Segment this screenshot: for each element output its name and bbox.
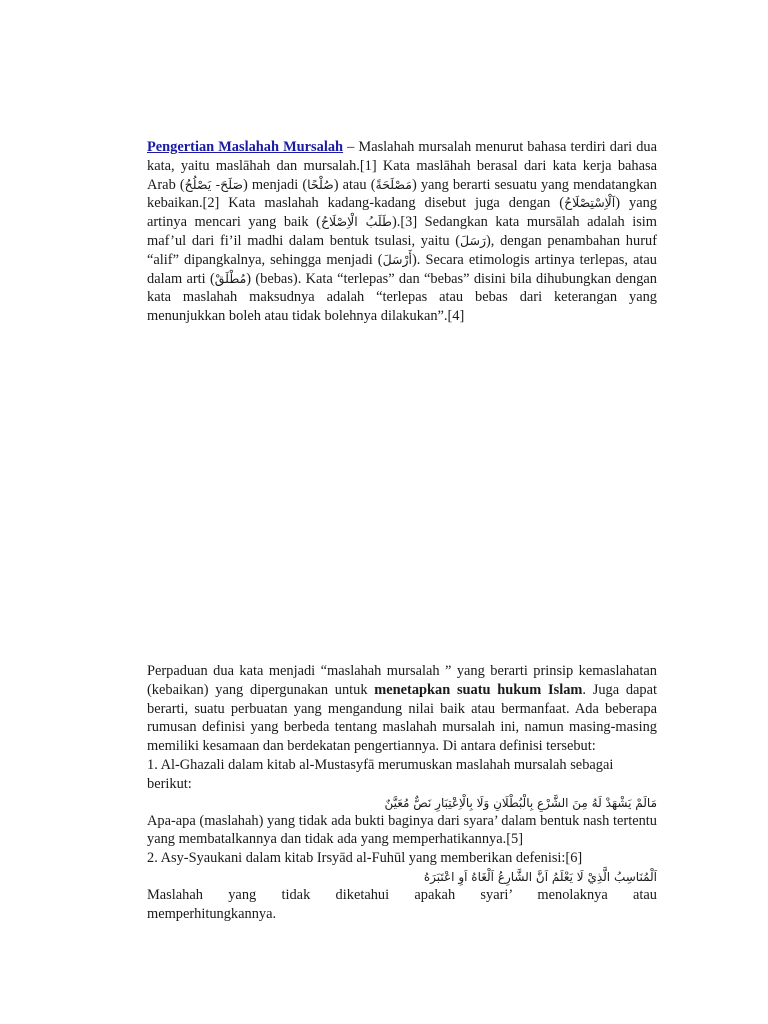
list-item-2: 2. Asy-Syaukani dalam kitab Irsyād al-Fuhūl yang memberikan defenisi:[6] (147, 850, 583, 867)
arabic-word: أَرْسَلَ (382, 251, 413, 267)
text-run: ) yang artinya mencari yang baik ( (147, 195, 657, 231)
text-run: ) yang berarti sesuatu yang mendatangkan kebaikan.[2] Kata maslahah kadang-kadang disebut juga dengan ( (147, 176, 657, 212)
arabic-word: مُطْلَقْ (214, 270, 247, 286)
arabic-word: طَلَبُ الْاِصْلَاحُ (320, 214, 392, 230)
arabic-quote-2: اَلْمُنَاسِبُ الَّذِيْ لَا يَعْلَمُ اَنَّ الشَّارِعُ اَلْغَاهُ اَوِ اعْتَبَرَهُ (423, 869, 657, 884)
section-title-link[interactable]: Pengertian Maslahah Mursalah (147, 139, 344, 155)
translation-1: Apa-apa (maslahah) yang tidak ada bukti baginya dari syara’ dalam bentuk nash tertentu yang membatalkannya dan tidak ada yang memperhatikannya.[5] (147, 812, 657, 848)
paragraph-definitions (147, 662, 657, 924)
paragraph-definition-etymology (147, 138, 657, 326)
text-run: ) menjadi ( (242, 176, 308, 193)
arabic-word: صَلَحَ- يَصْلُحُ (184, 176, 243, 192)
text-run: ), dengan penambahan huruf “alif” dipangkalnya, sehingga menjadi ( (147, 232, 657, 268)
text-run: ). Secara etimologis artinya terlepas, atau dalam arti ( (147, 251, 658, 287)
translation-2-line-1: Maslahah yang tidak diketahui apakah syari’ menolaknya atau (147, 886, 657, 903)
arabic-word: رَسَلَ (460, 232, 487, 248)
text-run: ) (bebas). Kata “terlepas” dan “bebas” disini bila dihubungkan dengan kata maslahah maksudnya adalah “terlepas atau bebas dari keterangan yang menunjukkan boleh atau tidak bolehnya dilakukan”.[4] (147, 270, 658, 325)
text-run: ).[3] Sedangkan kata mursālah adalah isim maf’ul dari fi’il madhi dalam bentuk tsulasi, yaitu ( (147, 214, 657, 249)
text-run: – Maslahah mursalah menurut bahasa terdiri dari dua kata, yaitu maslāhah dan mursalah.[1] Kata maslāhah berasal dari kata kerja bahasa Arab ( (147, 139, 657, 193)
text-run: Perpaduan dua kata menjadi “maslahah mursalah ” yang berarti prinsip kemaslahatan (kebaikan) yang dipergunakan untuk (147, 663, 657, 698)
arabic-quote-1: مَالَمْ يَشْهَدْ لَهُ مِنَ الشَّرْعِ بِالْبُطْلَانِ وَلَا بِالْاِعْتِبَارِ نَصٌّ مُعَيَّنٌ (384, 795, 657, 810)
arabic-word: اَلْاِسْتِصْلَاحُ (564, 195, 616, 211)
text-run: . Juga dapat berarti, suatu perbuatan yang mengandung nilai baik atau bermanfaat. Ada beberapa rumusan definisi yang berbeda tentang maslahah mursalah ini, namun masing-masing memiliki kesamaan dan berdekatan pengertiannya. Di antara definisi tersebut: (147, 681, 657, 755)
bold-phrase: menetapkan suatu hukum Islam (374, 681, 583, 698)
arabic-word: صُلْحًا (307, 176, 334, 192)
translation-2-line-2: memperhitungkannya. (147, 905, 277, 922)
text-run: ) atau ( (333, 176, 376, 193)
arabic-word: مَصْلَحَةً (375, 176, 412, 192)
list-item-1: 1. Al-Ghazali dalam kitab al-Mustasyfā merumuskan maslahah mursalah sebagai berikut: (147, 756, 614, 792)
intro-paragraph (147, 662, 657, 756)
